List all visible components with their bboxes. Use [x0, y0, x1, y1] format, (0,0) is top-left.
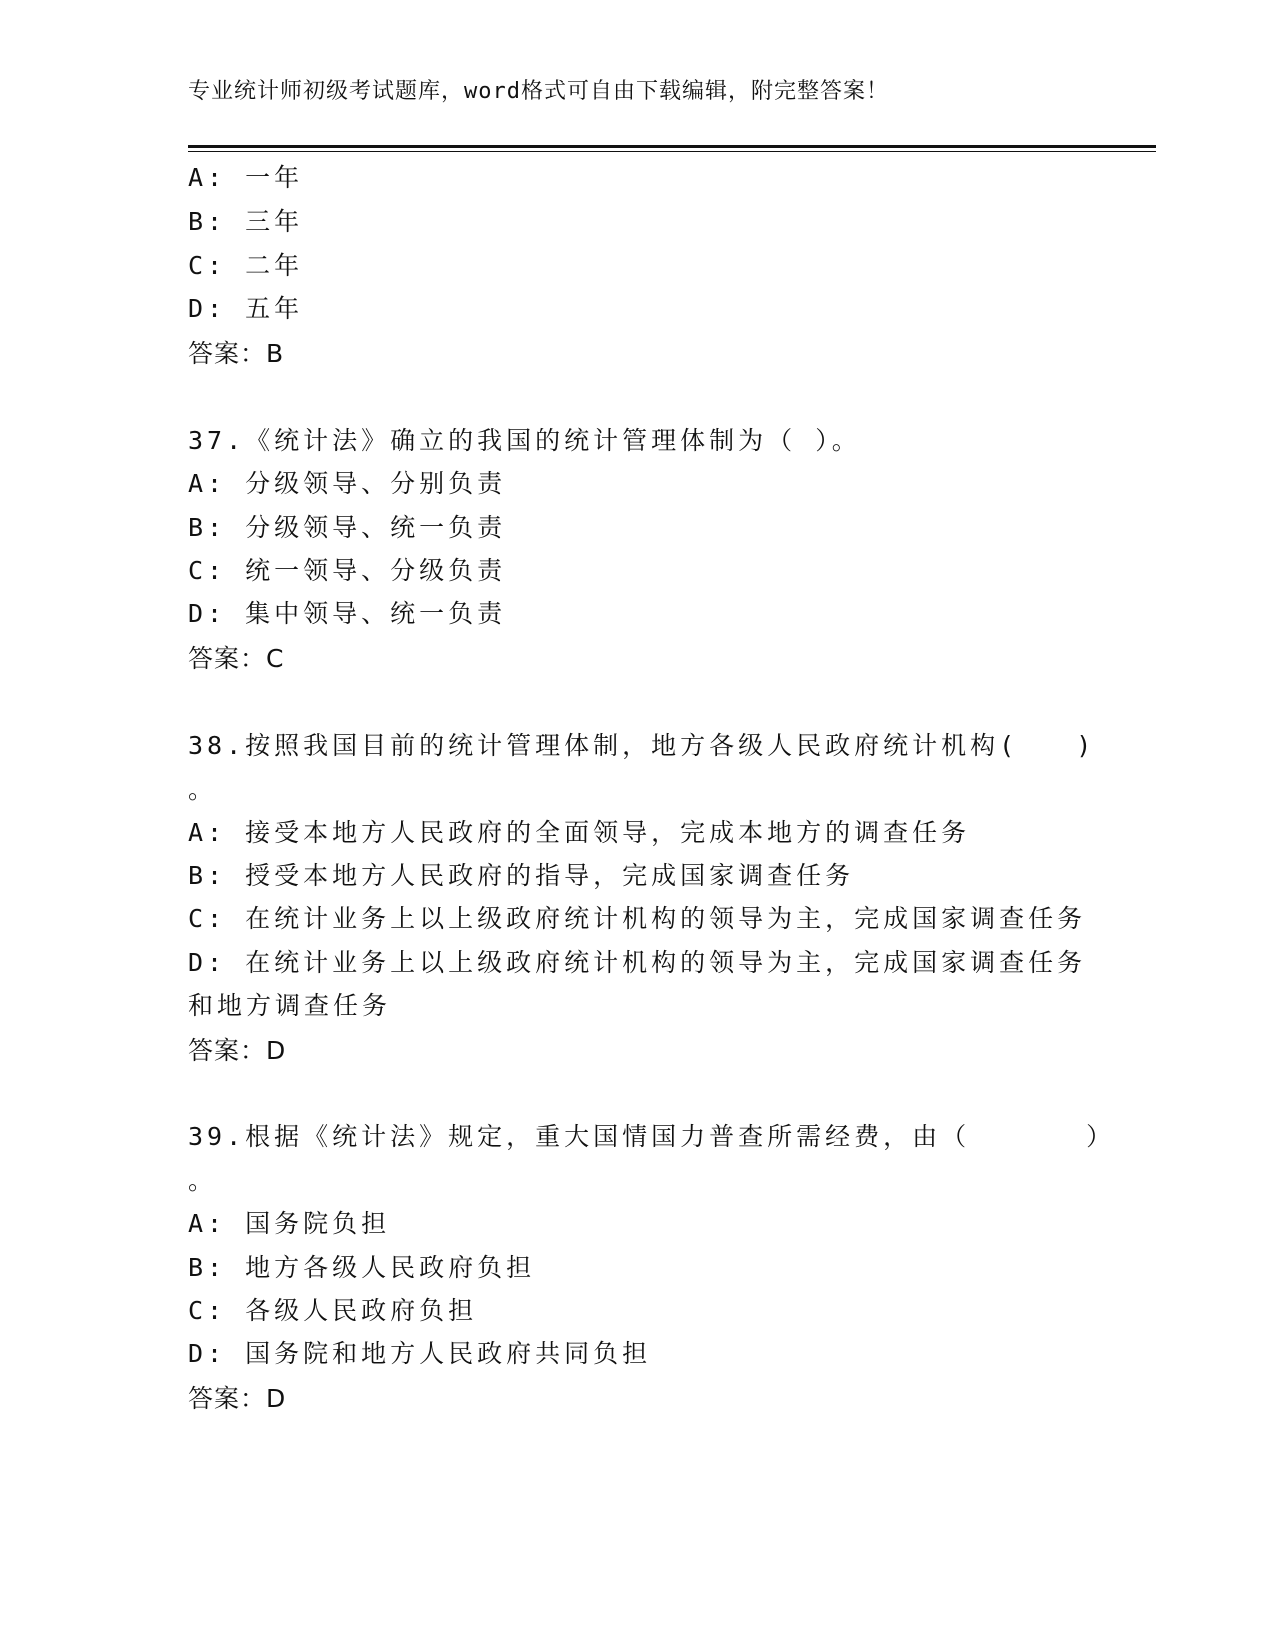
header-rule-thick [188, 145, 1156, 148]
header-rule-thin [188, 151, 1156, 152]
q37-option-b: B: 分级领导、统一负责 [188, 513, 507, 542]
q38-option-d: D: 在统计业务上以上级政府统计机构的领导为主，完成国家调查任务 [188, 948, 1087, 977]
q38-option-a: A: 接受本地方人民政府的全面领导，完成本地方的调查任务 [188, 818, 971, 847]
q39-option-d: D: 国务院和地方人民政府共同负担 [188, 1339, 652, 1368]
q39-option-c: C: 各级人民政府负担 [188, 1296, 478, 1325]
q36-option-d: D: 五年 [188, 294, 304, 323]
q37-option-c: C: 统一领导、分级负责 [188, 556, 507, 585]
q38-option-b: B: 授受本地方人民政府的指导，完成国家调查任务 [188, 861, 855, 890]
q38-answer: 答案：D [188, 1036, 287, 1065]
q36-option-b: B: 三年 [188, 207, 304, 236]
q37-stem: 37.《统计法》确立的我国的统计管理体制为（ ）。 [188, 426, 861, 455]
q36-answer: 答案：B [188, 339, 285, 368]
q39-stem-end: 。 [188, 1166, 218, 1195]
q39-option-b: B: 地方各级人民政府负担 [188, 1253, 536, 1282]
q38-stem-end: 。 [188, 775, 218, 804]
q38-option-d-cont: 和地方调查任务 [188, 991, 392, 1020]
q36-option-c: C: 二年 [188, 251, 304, 280]
q39-answer: 答案：D [188, 1384, 287, 1413]
q38-stem: 38.按照我国目前的统计管理体制，地方各级人民政府统计机构( ) [188, 731, 1096, 760]
q39-option-a: A: 国务院负担 [188, 1209, 391, 1238]
q37-answer: 答案：C [188, 644, 285, 673]
page-header: 专业统计师初级考试题库，word格式可自由下载编辑，附完整答案！ [188, 79, 889, 104]
q37-option-d: D: 集中领导、统一负责 [188, 599, 507, 628]
q36-option-a: A: 一年 [188, 163, 304, 192]
q37-option-a: A: 分级领导、分别负责 [188, 469, 507, 498]
q39-stem: 39.根据《统计法》规定，重大国情国力普查所需经费，由（ ） [188, 1122, 1116, 1151]
q38-option-c: C: 在统计业务上以上级政府统计机构的领导为主，完成国家调查任务 [188, 904, 1087, 933]
